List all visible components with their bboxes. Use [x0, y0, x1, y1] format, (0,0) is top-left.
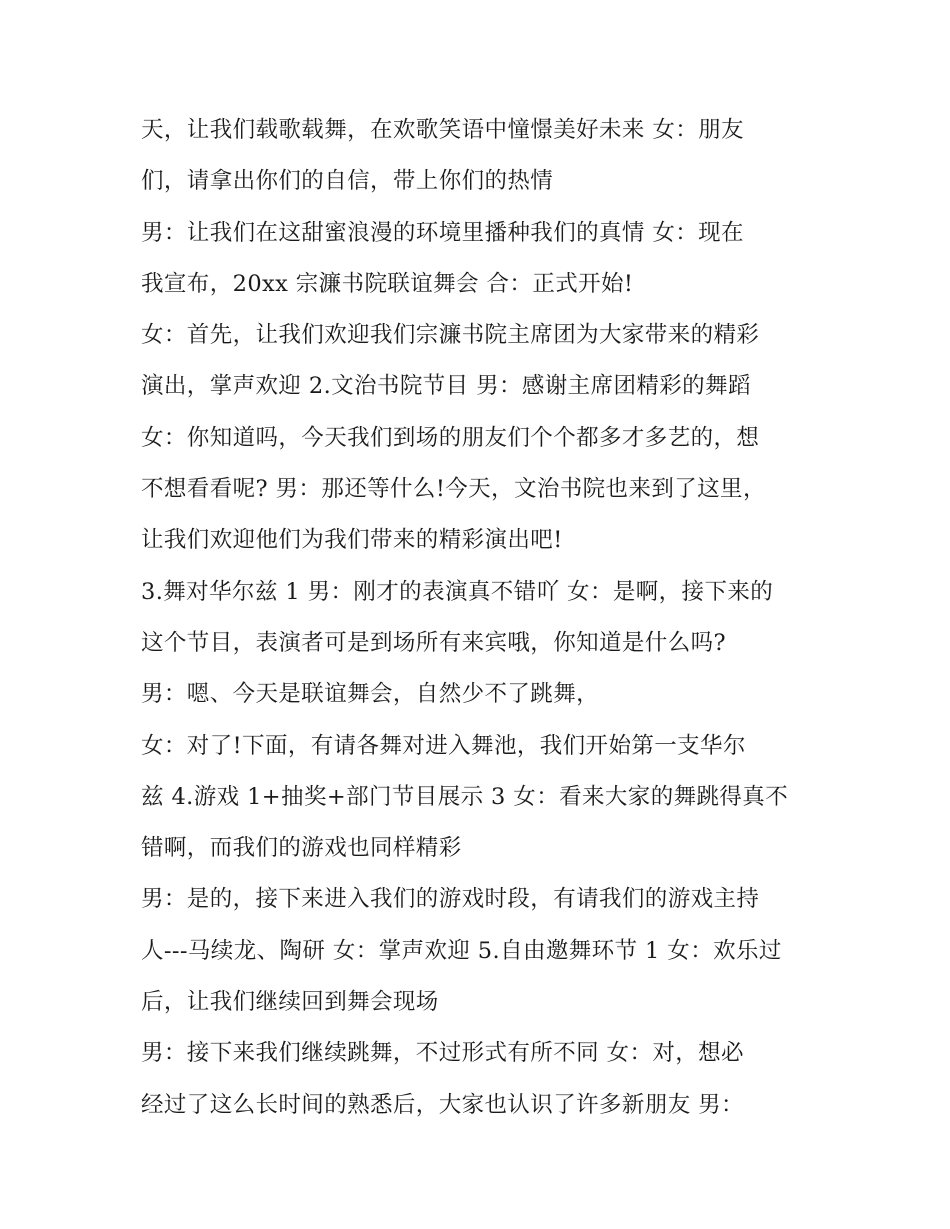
document-body-text — [141, 105, 821, 1131]
text-line: 3.舞对华尔兹 1 男：刚才的表演真不错吖 女：是啊，接下来的 — [141, 578, 774, 605]
text-line: 男：嗯、今天是联谊舞会，自然少不了跳舞， — [141, 681, 600, 708]
text-line: 男：接下来我们继续跳舞，不过形式有所不同 女：对，想必 — [141, 1040, 744, 1067]
text-line: 男：是的，接下来进入我们的游戏时段，有请我们的游戏主持 — [141, 886, 760, 913]
text-line: 女：首先，让我们欢迎我们宗濂书院主席团为大家带来的精彩 — [141, 322, 760, 349]
text-line: 不想看看呢? 男：那还等什么!今天，文治书院也来到了这里， — [141, 476, 766, 503]
text-line: 男：让我们在这甜蜜浪漫的环境里播种我们的真情 女：现在 — [141, 219, 744, 246]
text-line: 后，让我们继续回到舞会现场 — [141, 989, 439, 1016]
text-line: 女：对了!下面，有请各舞对进入舞池，我们开始第一支华尔 — [141, 732, 746, 759]
text-line: 我宣布，20xx 宗濂书院联谊舞会 合：正式开始! — [141, 270, 634, 297]
text-line: 天，让我们载歌载舞，在欢歌笑语中憧憬美好未来 女：朋友 — [141, 117, 744, 143]
text-line: 们，请拿出你们的自信，带上你们的热情 — [141, 168, 554, 195]
text-line: 人---马续龙、陶研 女：掌声欢迎 5.自由邀舞环节 1 女：欢乐过 — [141, 937, 782, 964]
text-line: 经过了这么长时间的熟悉后，大家也认识了许多新朋友 男： — [141, 1091, 744, 1118]
text-line: 演出，掌声欢迎 2.文治书院节目 男：感谢主席团精彩的舞蹈 — [141, 373, 751, 400]
text-line: 让我们欢迎他们为我们带来的精彩演出吧! — [141, 527, 563, 554]
text-line: 错啊，而我们的游戏也同样精彩 — [141, 835, 462, 862]
text-line: 兹 4.游戏 1+抽奖+部门节目展示 3 女：看来大家的舞跳得真不 — [141, 783, 789, 810]
text-line: 女：你知道吗，今天我们到场的朋友们个个都多才多艺的，想 — [141, 424, 760, 451]
text-line: 这个节目，表演者可是到场所有来宾哦，你知道是什么吗? — [141, 629, 726, 656]
